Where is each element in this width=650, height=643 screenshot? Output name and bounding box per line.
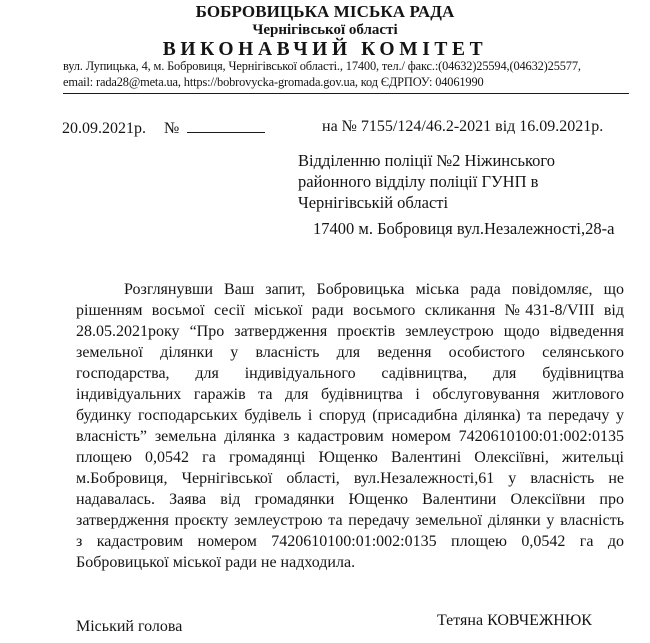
body-line: рішенням восьмої сесії міської ради восьмого скликання №431-8/VIII від <box>76 302 624 319</box>
outgoing-number-blank <box>187 118 265 133</box>
body-line: індивідуальних гаражів та для будівництва і обслуговування житлового <box>76 386 624 403</box>
body-line: 28.05.2021року “Про затвердження проєктів землеустрою щодо відведення <box>76 323 624 340</box>
body-line: з кадастровим номером 7420610100:01:002:0135 площею 0,0542 га до <box>76 533 624 550</box>
body-line: будинку господарських будівель і споруд (присадибна ділянка) та передачу у <box>76 407 624 424</box>
outgoing-date: 20.09.2021р. <box>62 120 146 137</box>
letterhead-contacts: email: rada28@meta.ua, https://bobrovycka-gromada.gov.ua, код ЄДРПОУ: 04061990 <box>63 75 484 89</box>
recipient-line: Відділенню поліції №2 Ніжинського <box>298 151 555 170</box>
body-line: площею 0,0542 га громадянці Ющенко Валентині Олексіївні, жительці <box>76 449 624 466</box>
council-name: БОБРОВИЦЬКА МІСЬКА РАДА <box>195 2 455 21</box>
body-line: м.Бобровиця, Чернігівської області, вул.Незалежності,61 у власність не <box>76 470 624 487</box>
body-line: земельної ділянки у власність для ведення особистого селянського <box>76 344 624 361</box>
outgoing-date-line <box>62 118 265 138</box>
body-line: Розглянувши Ваш запит, Бобровицька міська рада повідомляє, що <box>124 281 624 298</box>
council-region: Чернігівської області <box>252 22 398 38</box>
outgoing-number-label: № <box>164 120 180 137</box>
recipient-line: районного відділу поліції ГУНП в <box>298 172 539 191</box>
body-line: Бобровицької міської ради не надходила. <box>76 554 356 571</box>
letterhead-divider <box>63 93 629 94</box>
body-line: затвердження проєкту землеустрою та передачу земельної ділянки у власність <box>76 512 624 529</box>
signatory-name: Тетяна КОВЧЕЖНЮК <box>437 612 592 629</box>
committee-name: ВИКОНАВЧИЙ КОМІТЕТ <box>162 39 488 60</box>
letterhead-address: вул. Лупицька, 4, м. Бобровиця, Чернігівської області., 17400, тел./ факс.:(04632)25594,(04632)25577, <box>63 59 581 73</box>
recipient-address: 17400 м. Бобровиця вул.Незалежності,28-а <box>313 219 615 238</box>
incoming-reference: на № 7155/124/46.2-2021 від 16.09.2021р. <box>322 118 604 135</box>
recipient-line: Чернігівській області <box>298 193 449 212</box>
body-line: господарства, для індивідуального садівництва, для будівництва <box>76 365 624 382</box>
body-line: власність” земельна ділянка з кадастровим номером 7420610100:01:002:0135 <box>76 428 624 445</box>
body-line: надавалась. Заява від громадянки Ющенко Валентини Олексіївни про <box>76 491 624 508</box>
signatory-title: Міський голова <box>76 618 183 635</box>
